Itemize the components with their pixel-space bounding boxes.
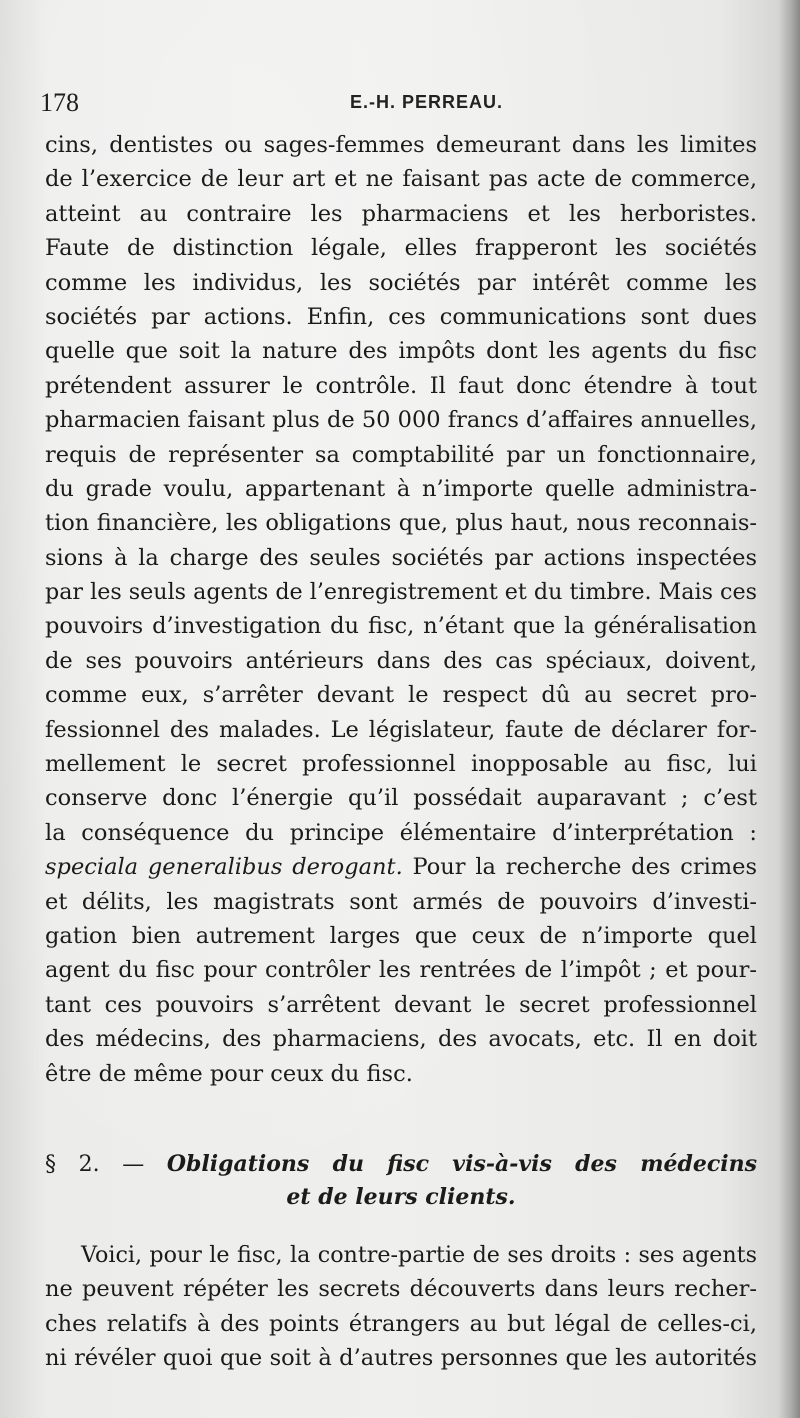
section-title-part-2: et de leurs clients. <box>286 1184 516 1210</box>
text-line: comme les individus, les sociétés par intérêt comme les <box>45 269 757 296</box>
section-heading-line-1 <box>45 1148 757 1181</box>
text-line: agent du fisc pour contrôler les rentrées de l’impôt ; et pour- <box>45 957 757 984</box>
text-line: ches relatifs à des points étrangers au but légal de celles-ci, <box>45 1310 757 1337</box>
text-line: gation bien autrement larges que ceux de n’importe quel <box>45 922 757 949</box>
text-line: des médecins, des pharmaciens, des avocats, etc. Il en doit <box>45 1026 757 1053</box>
text-line: de l’exercice de leur art et ne faisant pas acte de commerce, <box>45 166 757 193</box>
text-line: requis de représenter sa comptabilité par un fonctionnaire, <box>45 441 757 468</box>
text-line: atteint au contraire les pharmaciens et les herboristes. <box>45 200 757 227</box>
text-line: Faute de distinction légale, elles frapperont les sociétés <box>45 235 757 262</box>
paragraph-1 <box>45 128 757 1091</box>
text-line: tant ces pouvoirs s’arrêtent devant le secret professionnel <box>45 991 757 1018</box>
text-line-with-latin <box>45 850 757 884</box>
section-number: § 2. — <box>45 1152 145 1177</box>
text-line: cins, dentistes ou sages-femmes demeurant dans les limites <box>45 132 757 158</box>
text-line: comme eux, s’arrêter devant le respect dû au secret pro- <box>45 682 757 709</box>
text-line: tion financière, les obligations que, plus haut, nous reconnais- <box>45 510 757 537</box>
page-edge-shadow <box>778 0 800 1418</box>
text-line: sions à la charge des seules sociétés par actions inspectées <box>45 544 757 571</box>
text-line: et délits, les magistrats sont armés de pouvoirs d’investi- <box>45 888 757 915</box>
text-line: fessionnel des malades. Le législateur, faute de déclarer for- <box>45 716 757 743</box>
text-line: ne peuvent répéter les secrets découverts dans leurs recher- <box>45 1276 757 1303</box>
text-line: quelle que soit la nature des impôts dont les agents du fisc <box>45 338 757 365</box>
text-line: mellement le secret professionnel inopposable au fisc, lui <box>45 751 757 778</box>
text-line: ni révéler quoi que soit à d’autres personnes que les autorités <box>45 1345 757 1372</box>
text-line: sociétés par actions. Enfin, ces communications sont dues <box>45 303 757 330</box>
text-line: pouvoirs d’investigation du fisc, n’étant que la généralisation <box>45 613 757 640</box>
latin-phrase: speciala generalibus derogant. <box>45 854 403 881</box>
text-line: par les seuls agents de l’enregistrement et du timbre. Mais ces <box>45 579 757 606</box>
text-line: Voici, pour le fisc, la contre-partie de ses droits : ses agents <box>81 1242 757 1268</box>
text-line: pharmacien faisant plus de 50 000 francs d’affaires annuelles, <box>45 407 757 434</box>
text-line: prétendent assurer le contrôle. Il faut donc étendre à tout <box>45 372 757 399</box>
section-heading <box>45 1148 757 1213</box>
text-line: de ses pouvoirs antérieurs dans des cas spéciaux, doivent, <box>45 647 757 674</box>
text-fragment: Pour la recherche des crimes <box>402 854 757 881</box>
paragraph-2 <box>45 1238 757 1376</box>
text-line: du grade voulu, appartenant à n’importe quelle administra- <box>45 475 757 502</box>
text-line: la conséquence du principe élémentaire d’interprétation : <box>45 819 757 846</box>
section-title-part-1: Obligations du fisc vis-à-vis des médecins <box>166 1151 757 1177</box>
text-line: être de même pour ceux du fisc. <box>45 1060 413 1087</box>
running-head: E.-H. PERREAU. <box>350 92 504 112</box>
page-number: 178 <box>40 88 79 117</box>
text-line: conserve donc l’énergie qu’il possédait auparavant ; c’est <box>45 785 757 812</box>
page-header <box>40 88 760 124</box>
